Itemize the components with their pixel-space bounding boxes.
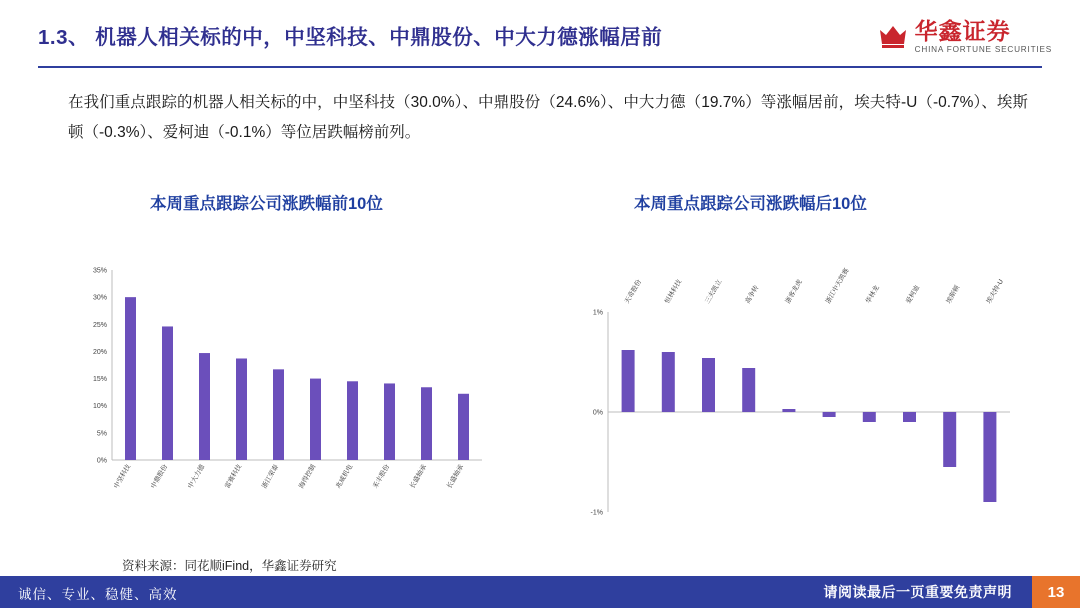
svg-text:雷赛科技: 雷赛科技: [223, 463, 244, 490]
x-tick-label: [662, 277, 683, 305]
bar: [125, 297, 136, 460]
x-tick-label: [333, 462, 354, 490]
chart-left: [70, 262, 490, 522]
svg-text:埃斯顿: 埃斯顿: [945, 284, 962, 305]
chart-left-title: 本周重点跟踪公司涨跌幅前10位: [150, 195, 383, 213]
bar: [384, 383, 395, 460]
svg-text:高争转: 高争转: [744, 284, 761, 305]
bar: [943, 412, 956, 467]
y-tick-label: 5%: [96, 430, 107, 438]
x-tick-label: [903, 283, 921, 305]
bar: [983, 412, 996, 502]
bar: [702, 358, 715, 412]
company-logo: [872, 14, 1052, 60]
logo-chinese-name: 华鑫证券: [914, 18, 1011, 44]
bar: [347, 381, 358, 460]
bar: [273, 369, 284, 460]
page-number: 13: [1032, 576, 1080, 608]
x-tick-label: [296, 462, 317, 490]
header-divider: [38, 66, 1042, 68]
bar: [863, 412, 876, 422]
bar: [742, 368, 755, 412]
x-tick-label: [407, 462, 428, 490]
bar: [421, 387, 432, 460]
bar: [236, 358, 247, 460]
x-tick-label: [259, 462, 280, 490]
svg-text:三夫凯立: 三夫凯立: [704, 278, 724, 305]
y-tick-label: -1%: [590, 509, 603, 517]
bar: [622, 350, 635, 412]
svg-text:兆威机电: 兆威机电: [334, 463, 355, 490]
bar: [199, 353, 210, 460]
svg-text:中大力德: 中大力德: [186, 463, 207, 490]
svg-text:华林龙: 华林龙: [864, 284, 881, 305]
x-tick-label: [222, 462, 243, 490]
x-tick-label: [984, 277, 1005, 305]
bar: [823, 412, 836, 417]
y-tick-label: 1%: [592, 309, 603, 317]
x-tick-label: [743, 283, 761, 305]
x-tick-label: [370, 462, 391, 490]
source-note: 资料来源：同花顺iFind，华鑫证券研究: [122, 559, 337, 573]
logo-text: [915, 19, 1052, 55]
x-tick-label: [783, 277, 804, 305]
page-title: 1.3、 机器人相关标的中，中坚科技、中鼎股份、中大力德涨幅居前: [38, 26, 663, 49]
y-tick-label: 10%: [92, 403, 107, 411]
svg-text:中坚科技: 中坚科技: [112, 463, 133, 490]
y-tick-label: 15%: [92, 376, 107, 384]
x-tick-label: [148, 462, 169, 490]
svg-text:天奇股份: 天奇股份: [623, 278, 644, 305]
bar: [782, 409, 795, 412]
y-tick-label: 30%: [92, 294, 107, 302]
bar: [903, 412, 916, 422]
x-tick-label: [444, 462, 465, 490]
slide-footer: [0, 576, 1080, 608]
svg-text:恒林科技: 恒林科技: [663, 278, 684, 305]
svg-text:海得控制: 海得控制: [297, 463, 318, 490]
footer-disclaimer: 请阅读最后一页重要免责声明: [823, 584, 1012, 600]
chart-right: [566, 262, 1016, 522]
footer-slogan: 诚信、专业、稳健、高效: [18, 587, 178, 602]
bar: [162, 326, 173, 460]
y-tick-label: 35%: [92, 267, 107, 275]
crown-icon: [878, 22, 908, 52]
svg-text:禾丰股份: 禾丰股份: [371, 463, 392, 490]
bar: [310, 379, 321, 460]
y-tick-label: 20%: [92, 348, 107, 356]
x-tick-label: [111, 462, 132, 490]
svg-text:爱柯迪: 爱柯迪: [905, 284, 922, 305]
x-tick-label: [185, 462, 206, 490]
svg-text:浙江荣泰: 浙江荣泰: [260, 463, 281, 490]
y-tick-label: 25%: [92, 321, 107, 329]
svg-text:长盛轴承: 长盛轴承: [408, 463, 429, 490]
bar: [458, 394, 469, 460]
body-paragraph: 在我们重点跟踪的机器人相关标的中，中坚科技（30.0%）、中鼎股份（24.6%）、中大力德（19.7%）等涨幅居前，埃夫特-U（-0.7%）、埃斯顿（-0.3%）、爱柯迪（-0.1%）等位居跌幅榜前列。: [68, 94, 1028, 141]
x-tick-label: [863, 283, 881, 305]
bar: [662, 352, 675, 412]
x-tick-label: [702, 277, 723, 305]
x-tick-label: [944, 283, 962, 305]
chart-right-title: 本周重点跟踪公司涨跌幅后10位: [634, 195, 867, 213]
svg-text:长盛轴承: 长盛轴承: [445, 463, 466, 490]
x-tick-label: [622, 277, 643, 305]
svg-text:埃夫特-U: 埃夫特-U: [985, 278, 1006, 305]
svg-text:浙江中天凯赛: 浙江中天凯赛: [824, 267, 851, 305]
logo-english-name: CHINA FORTUNE SECURITIES: [914, 45, 1052, 54]
svg-text:浙客龙虎: 浙客龙虎: [784, 278, 804, 305]
x-tick-label: [823, 266, 851, 305]
svg-text:中鼎股份: 中鼎股份: [149, 463, 170, 490]
y-tick-label: 0%: [96, 457, 107, 465]
slide-header: [0, 0, 1080, 72]
y-tick-label: 0%: [592, 409, 603, 417]
